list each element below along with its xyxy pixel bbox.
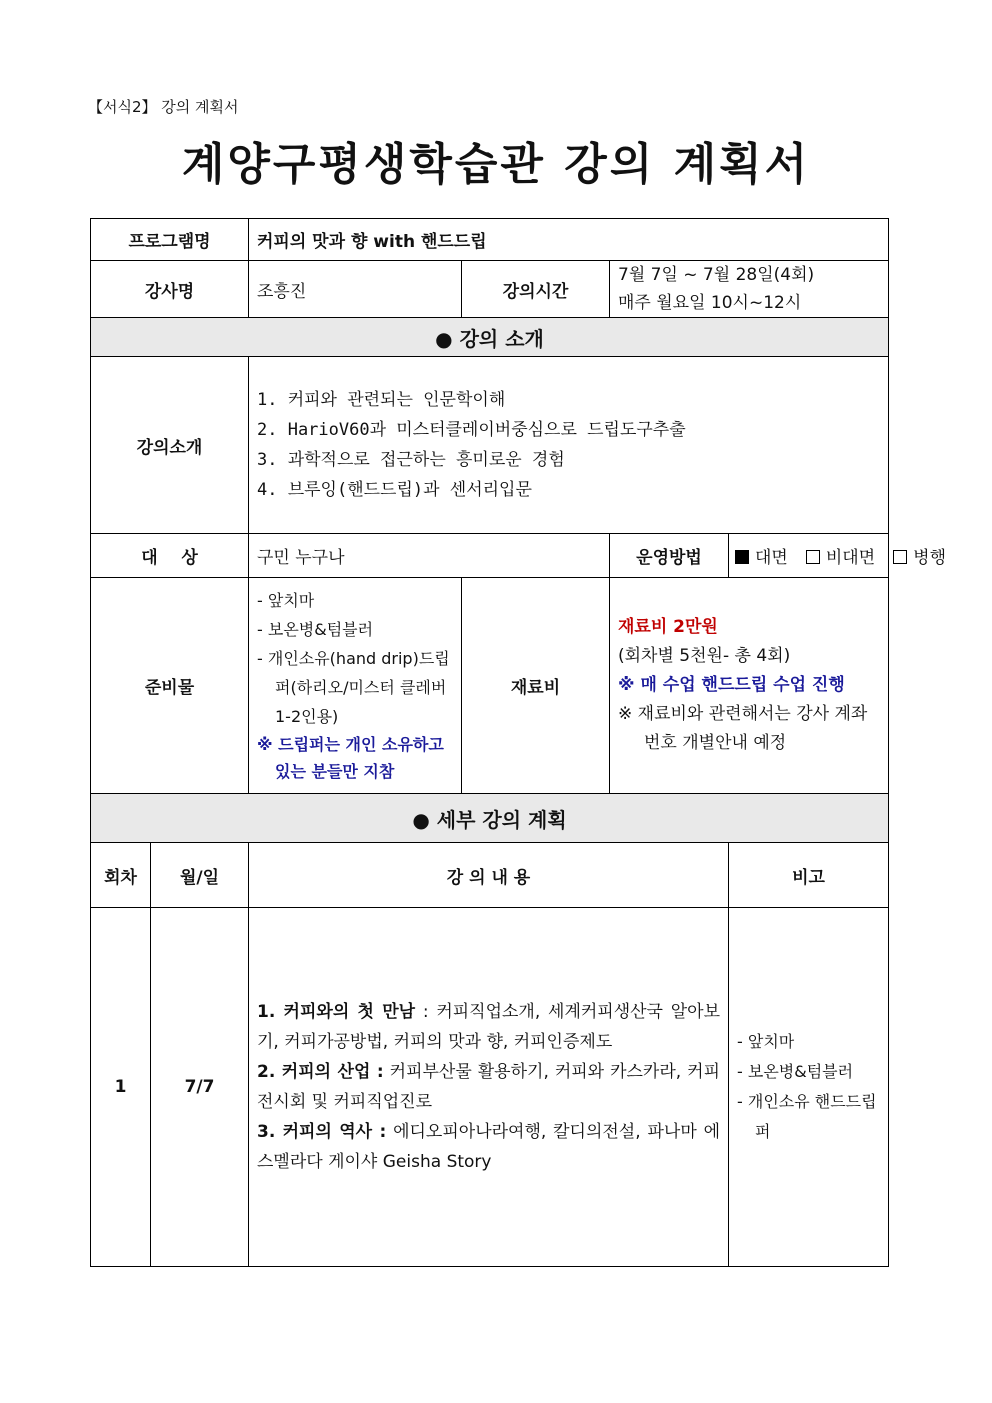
schedule-value bbox=[610, 261, 889, 318]
session-content bbox=[249, 908, 729, 1267]
supplies-label: 준비물 bbox=[91, 578, 249, 794]
lecture-plan-table bbox=[90, 218, 946, 1267]
supply-item: - 개인소유(hand drip)드립퍼(하리오/미스터 클레버 1-2인용) bbox=[257, 649, 450, 726]
intro-list bbox=[249, 357, 889, 534]
operation-options bbox=[729, 534, 946, 578]
intro-item: 3. 과학적으로 접근하는 흥미로운 경험 bbox=[257, 450, 565, 470]
intro-label: 강의소개 bbox=[91, 357, 249, 534]
schedule-label: 강의시간 bbox=[462, 261, 610, 318]
header-content: 강 의 내 용 bbox=[249, 843, 729, 908]
form-label: 【서식2】 강의 계획서 bbox=[88, 98, 239, 116]
intro-item: 4. 브루잉(핸드드립)과 센서리입문 bbox=[257, 480, 532, 500]
session-remarks bbox=[729, 908, 889, 1267]
fee-label: 재료비 bbox=[462, 578, 610, 794]
supplies-note: ※ 드립퍼는 개인 소유하고 있는 분들만 지참 bbox=[257, 735, 444, 781]
intro-item: 2. HarioV60과 미스터클레이버중심으로 드립도구추출 bbox=[257, 420, 686, 440]
fee-amount: 재료비 2만원 bbox=[618, 617, 718, 637]
table-row bbox=[91, 908, 889, 1267]
header-session: 회차 bbox=[91, 843, 151, 908]
topic: 2. 커피의 산업 : 커피부산물 활용하기, 커피와 카스카라, 커피전시회 및 커피직업진로 bbox=[257, 1062, 720, 1112]
checkbox-empty-icon bbox=[806, 550, 820, 564]
topic: 3. 커피의 역사 : 에디오피아나라여행, 칼디의전설, 파나마 에스멜라다 게이샤 Geisha Story bbox=[257, 1122, 720, 1172]
fee-blue-note: ※ 매 수업 핸드드립 수업 진행 bbox=[618, 675, 845, 695]
checkbox-checked-icon bbox=[735, 550, 749, 564]
option-in-person[interactable]: 대면 bbox=[735, 548, 788, 568]
header-date: 월/일 bbox=[151, 843, 249, 908]
fee-note: ※ 재료비와 관련해서는 강사 계좌번호 개별안내 예정 bbox=[618, 704, 868, 753]
option-online[interactable]: 비대면 bbox=[806, 548, 875, 568]
page-title: 계양구평생학습관 강의 계획서 bbox=[181, 139, 811, 190]
intro-item: 1. 커피와 관련되는 인문학이해 bbox=[257, 390, 506, 410]
supplies-content bbox=[249, 578, 462, 794]
fee-content bbox=[610, 578, 889, 794]
instructor-label: 강사명 bbox=[91, 261, 249, 318]
instructor-name: 조흥진 bbox=[249, 261, 462, 318]
topic: 1. 커피와의 첫 만남 : 커피직업소개, 세계커피생산국 알아보기, 커피가공방법, 커피의 맛과 향, 커피인증제도 bbox=[257, 1002, 721, 1052]
supply-item: - 보온병&텀블러 bbox=[257, 620, 374, 639]
session-number: 1 bbox=[91, 908, 151, 1267]
header-note: 비고 bbox=[729, 843, 889, 908]
remark-item: - 개인소유 핸드드립퍼 bbox=[737, 1092, 877, 1141]
fee-detail: (회차별 5천원- 총 4회) bbox=[618, 646, 791, 666]
schedule-weekly: 매주 월요일 10시~12시 bbox=[618, 293, 802, 313]
intro-section-header: ● 강의 소개 bbox=[91, 318, 889, 357]
schedule-period: 7월 7일 ~ 7월 28일(4회) bbox=[618, 265, 815, 285]
remark-item: - 보온병&텀블러 bbox=[737, 1062, 854, 1081]
program-name: 커피의 맛과 향 with 핸드드립 bbox=[249, 219, 889, 261]
detail-section-header: ● 세부 강의 계획 bbox=[91, 794, 889, 843]
program-label: 프로그램명 bbox=[91, 219, 249, 261]
supply-item: - 앞치마 bbox=[257, 591, 315, 610]
target-label: 대 상 bbox=[91, 534, 249, 578]
operation-label: 운영방법 bbox=[610, 534, 729, 578]
remark-item: - 앞치마 bbox=[737, 1032, 795, 1051]
target-value: 구민 누구나 bbox=[249, 534, 610, 578]
option-hybrid[interactable]: 병행 bbox=[893, 548, 946, 568]
checkbox-empty-icon bbox=[893, 550, 907, 564]
session-date: 7/7 bbox=[151, 908, 249, 1267]
